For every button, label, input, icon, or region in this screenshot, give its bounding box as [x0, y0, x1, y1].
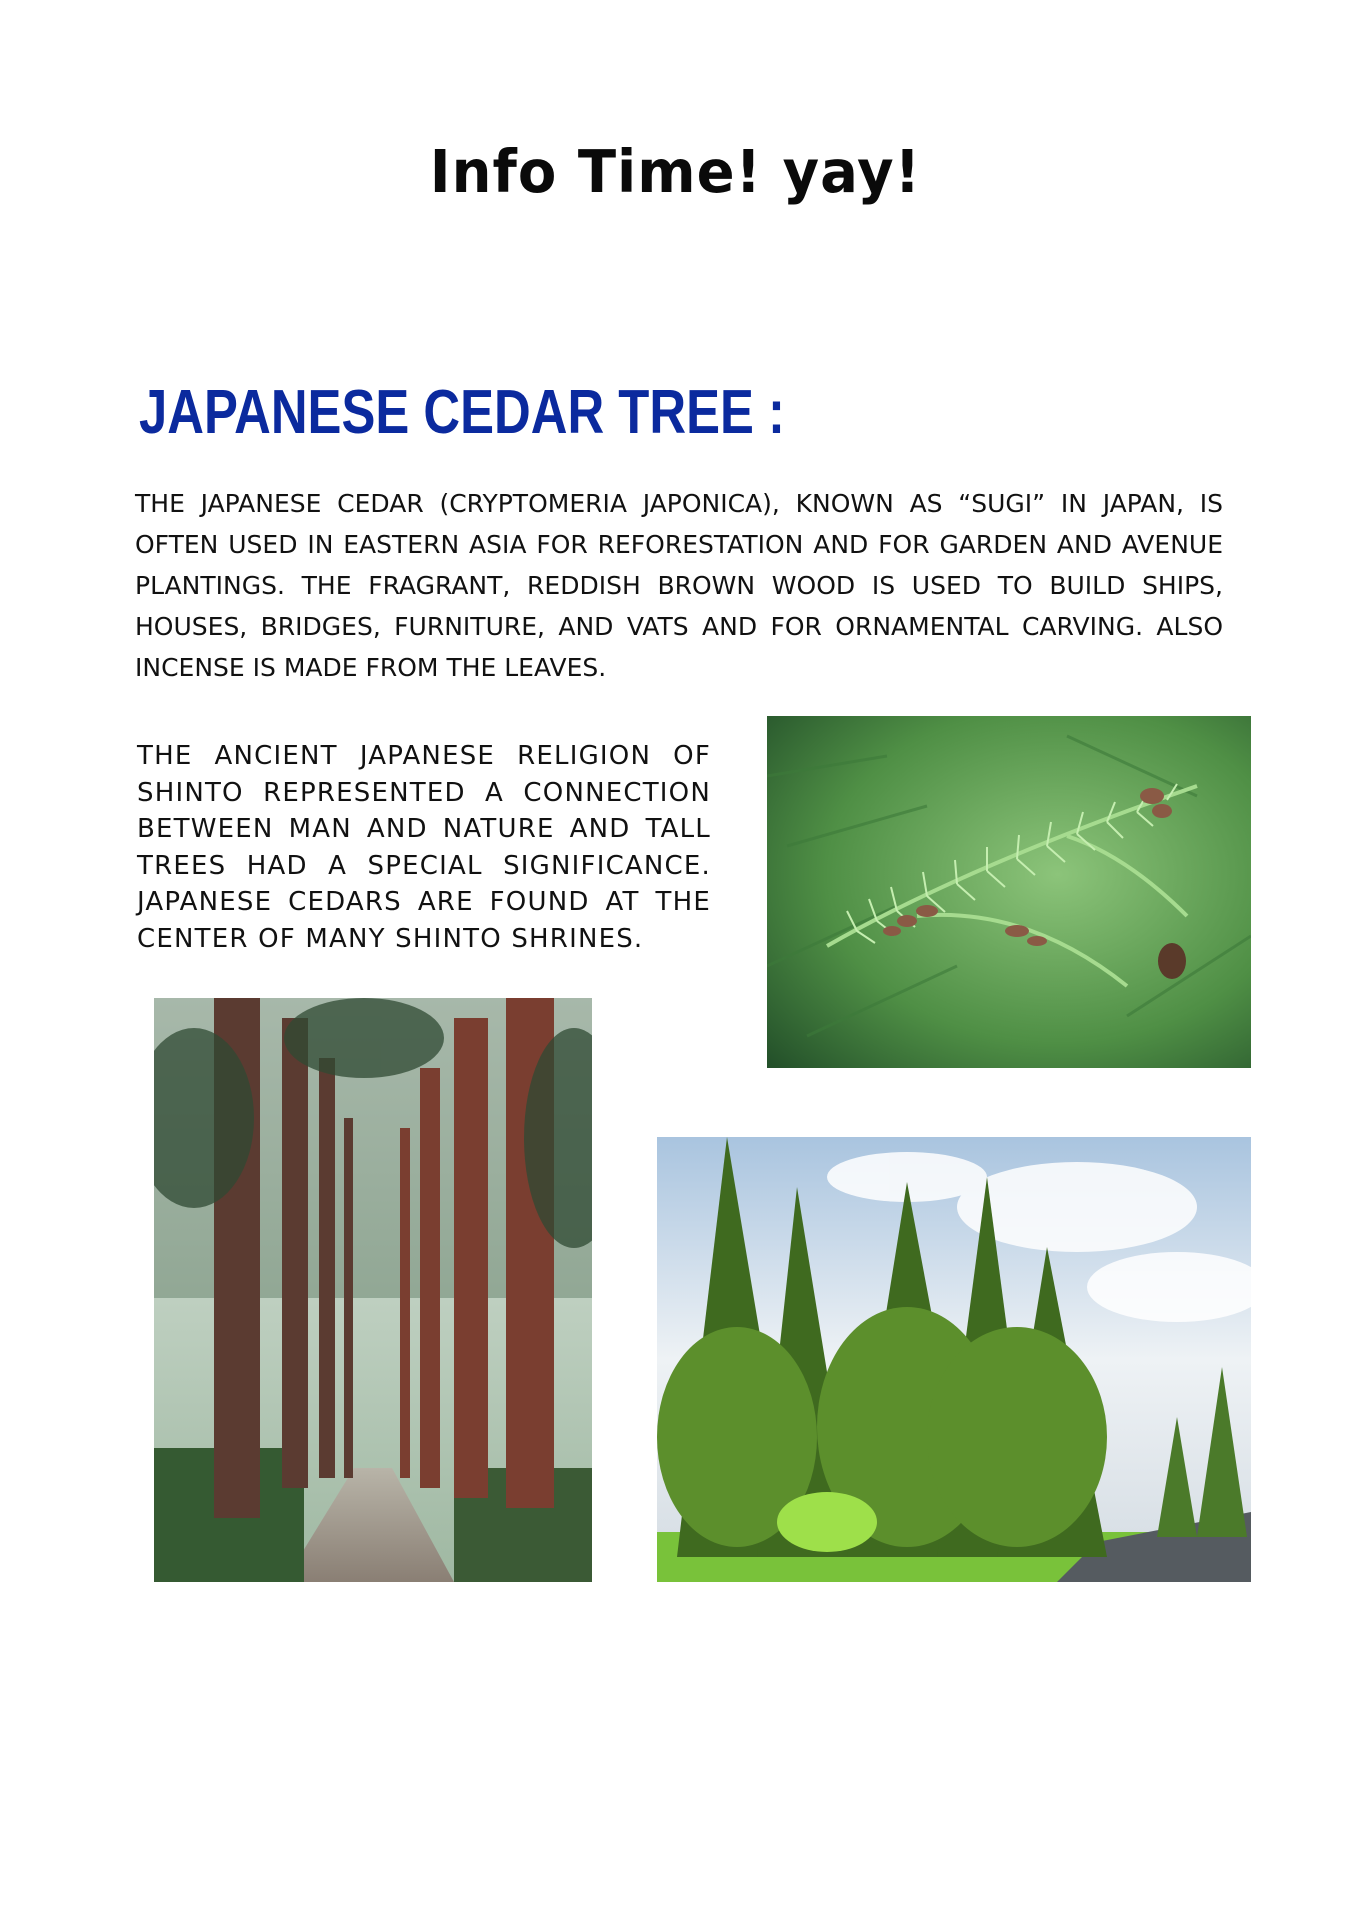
cedar-branch-photo	[767, 716, 1251, 1068]
shinto-paragraph: THE ANCIENT JAPANESE RELIGION OF SHINTO REPRESENTED A CONNECTION BETWEEN MAN AND NATURE AND TALL TREES HAD A SPECIAL SIGNIFICANCE. JAPANESE CEDARS ARE FOUND AT THE CENTER OF MANY SHINTO SHRINES.	[137, 741, 711, 954]
cedar-avenue-photo	[154, 998, 592, 1582]
intro-paragraph: THE JAPANESE CEDAR (CRYPTOMERIA JAPONICA), KNOWN AS “SUGI” IN JAPAN, IS OFTEN USED IN EASTERN ASIA FOR REFORESTATION AND FOR GARDEN AND AVENUE PLANTINGS. THE FRAGRANT, REDDISH BROWN WOOD IS USED TO BUILD SHIPS, HOUSES, BRIDGES, FURNITURE, AND VATS AND FOR ORNAMENTAL CARVING. ALSO INCENSE IS MADE FROM THE LEAVES.	[135, 489, 1223, 682]
cedar-park-photo	[657, 1137, 1251, 1582]
page-title: Info Time! yay!	[429, 137, 922, 207]
section-title: JAPANESE CEDAR TREE :	[139, 378, 785, 448]
